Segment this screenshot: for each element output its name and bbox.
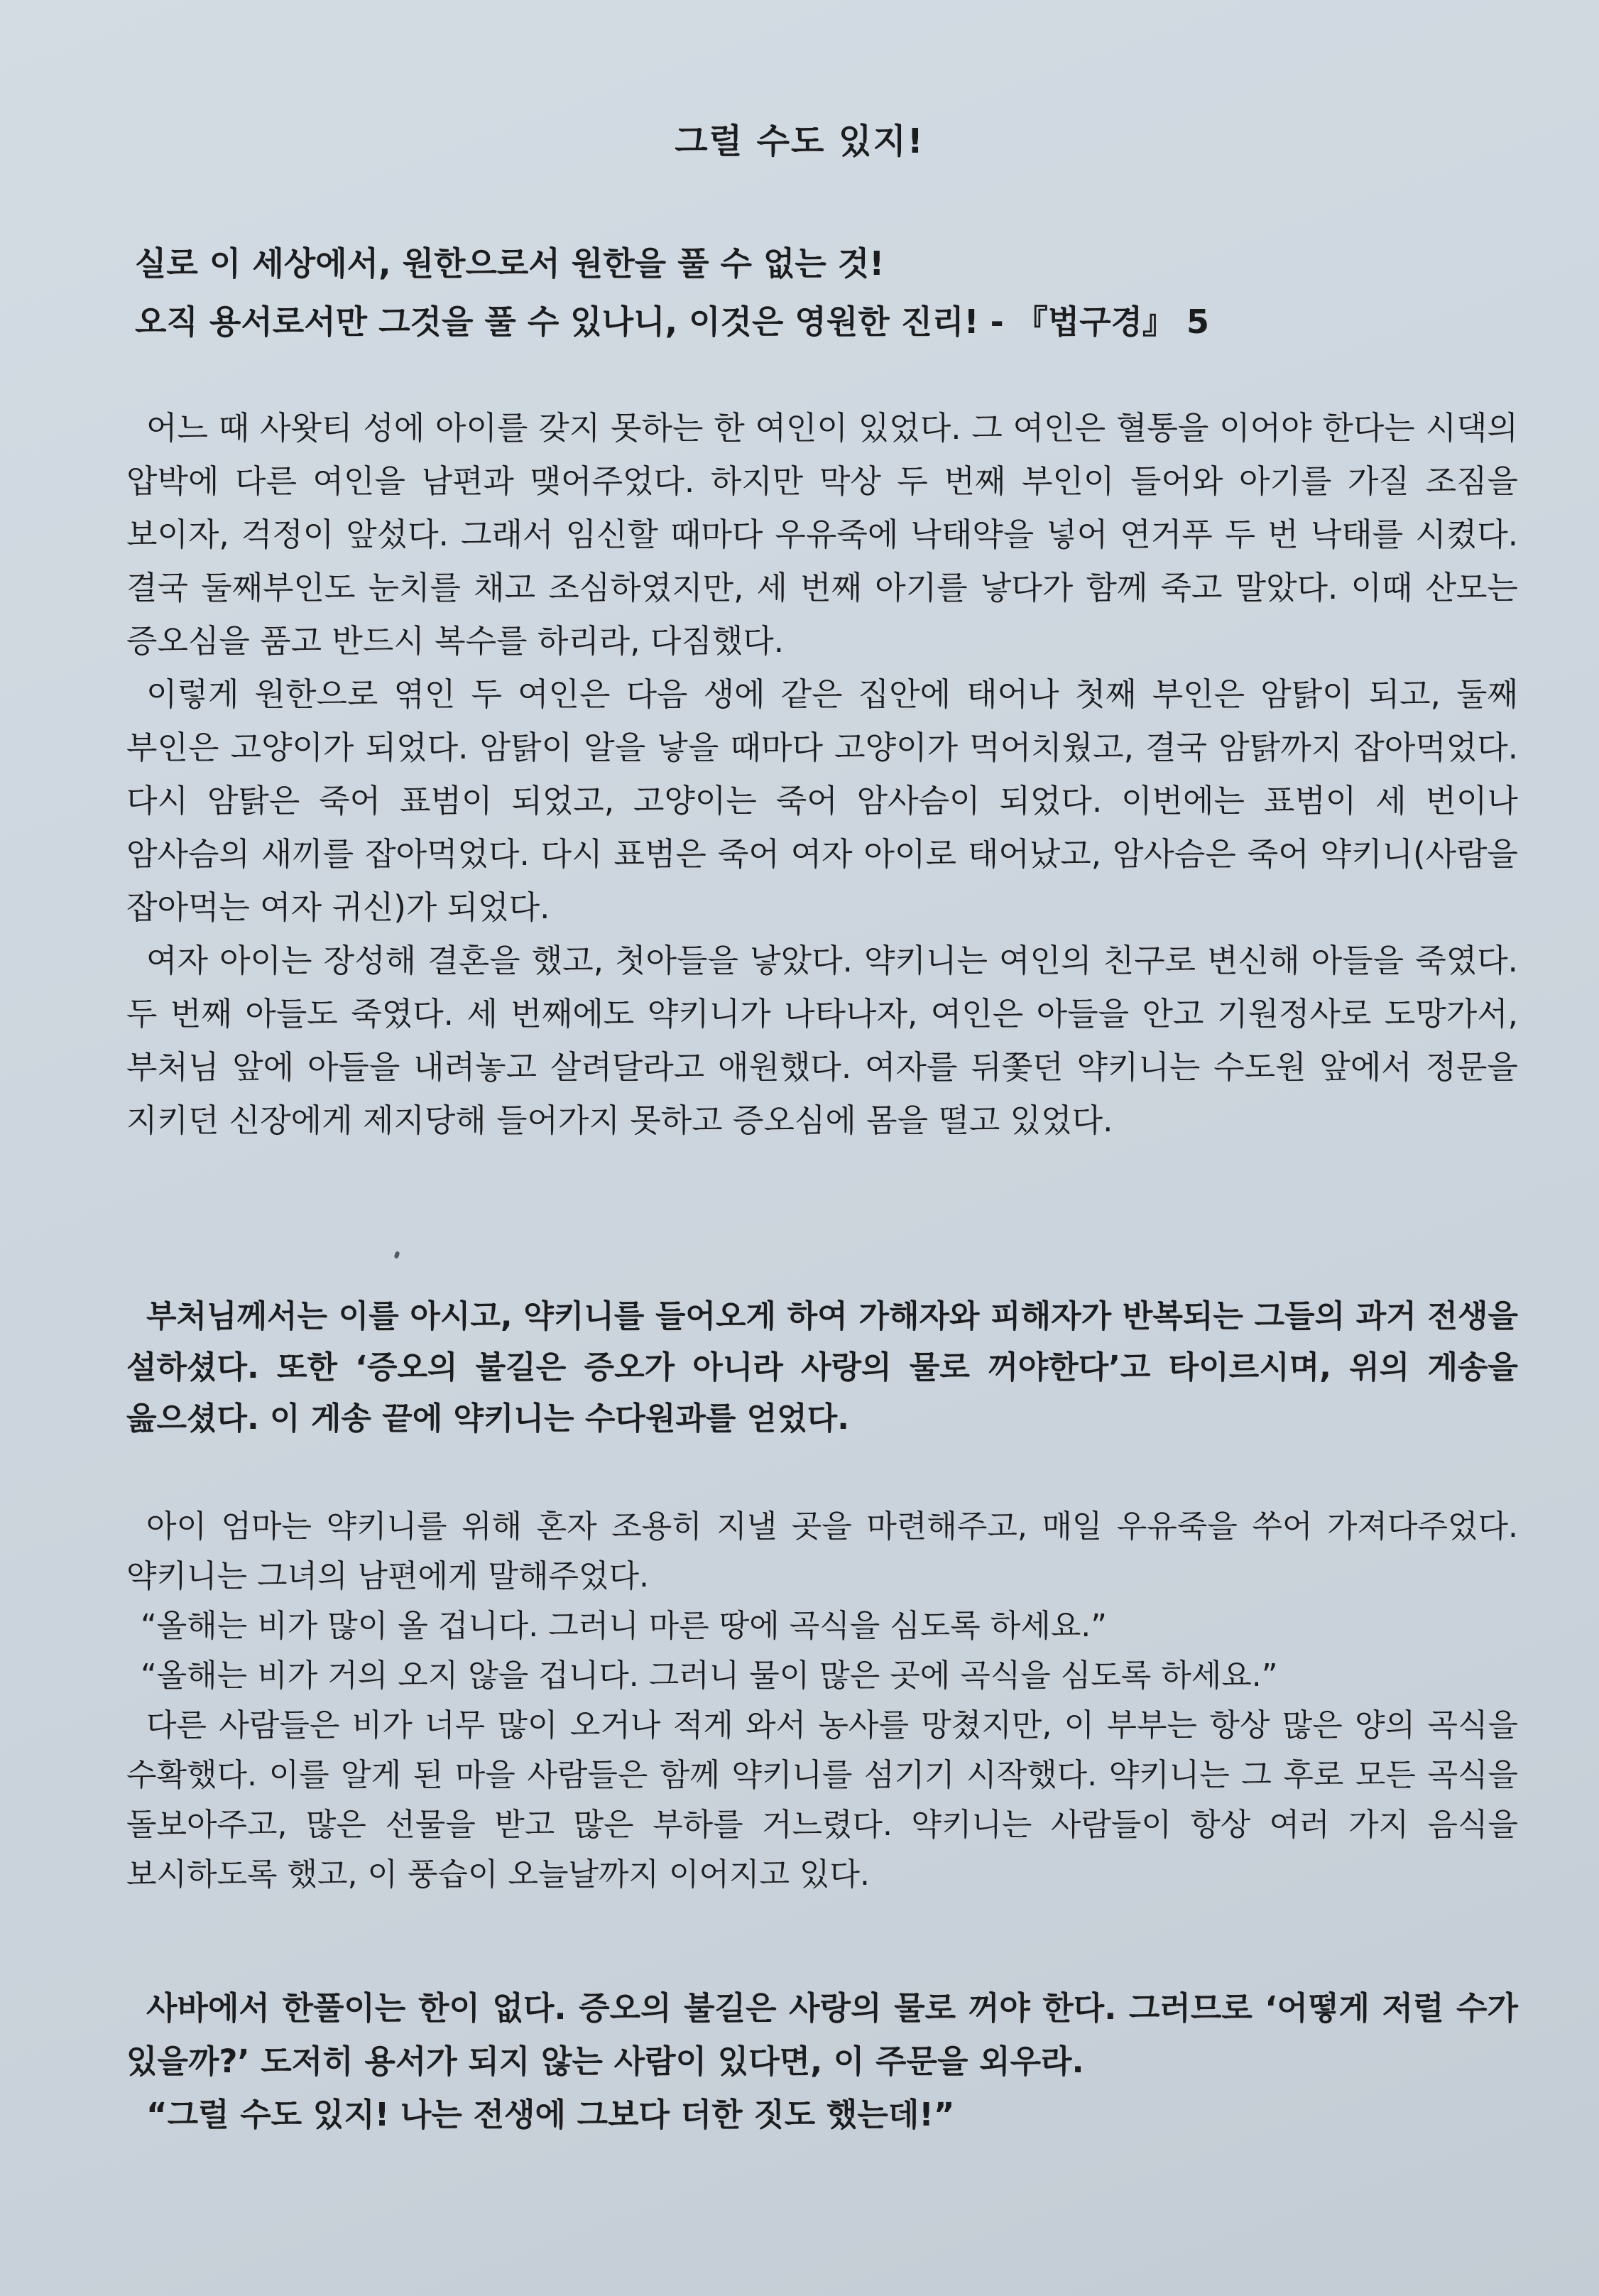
sermon-paragraph: 부처님께서는 이를 아시고, 약키니를 들어오게 하여 가해자와 피해자가 반복되는 그들의 과거 전생을 설하셨다. 또한 ‘증오의 불길은 증오가 아니라 사랑의 물로 꺼야한다’고 타이르시며, 위의 게송을 읊으셨다. 이 게송 끝에 약키니는 수다원과를 얻었다. (126, 1298, 1518, 1437)
sequel-section (126, 1502, 1518, 1900)
epigraph-line-1: 실로 이 세상에서, 원한으로서 원한을 풀 수 없는 것! (135, 244, 885, 283)
page-title: 그럴 수도 있지! (675, 121, 924, 161)
sequel-paragraph-2: 다른 사람들은 비가 너무 많이 오거나 적게 와서 농사를 망쳤지만, 이 부부는 항상 많은 양의 곡식을 수확했다. 이를 알게 된 마을 사람들은 함께 약키니를 섬기기 시작했다. 약키니는 그 후로 모든 곡식을 돌보아주고, 많은 선물을 받고 많은 부하를 거느렸다. 약키니는 사람들이 항상 여러 가지 음식을 보시하도록 했고, 이 풍습이 오늘날까지 이어지고 있다. (126, 1707, 1519, 1893)
ink-speck (393, 1251, 400, 1258)
epigraph-quote (135, 234, 1484, 351)
sequel-quote-2: “올해는 비가 거의 오지 않을 겁니다. 그러니 물이 많은 곳에 곡식을 심도록 하세요.” (141, 1658, 1278, 1694)
story-paragraph-2: 이렇게 원한으로 엮인 두 여인은 다음 생에 같은 집안에 태어나 첫째 부인은 암탉이 되고, 둘째 부인은 고양이가 되었다. 암탉이 알을 낳을 때마다 고양이가 먹어치웠고, 결국 암탉까지 잡아먹었다. 다시 암탉은 죽어 표범이 되었고, 고양이는 죽어 암사슴이 되었다. 이번에는 표범이 세 번이나 암사슴의 새끼를 잡아먹었다. 다시 표범은 죽어 여자 아이로 태어났고, 암사슴은 죽어 약키니(사람을 잡아먹는 여자 귀신)가 되었다. (126, 675, 1518, 926)
story-paragraph-3: 여자 아이는 장성해 결혼을 했고, 첫아들을 낳았다. 약키니는 여인의 친구로 변신해 아들을 죽였다. 두 번째 아들도 죽였다. 세 번째에도 약키니가 나타나자, 여인은 아들을 안고 기원정사로 도망가서, 부처님 앞에 아들을 내려놓고 살려달라고 애원했다. 여자를 뒤쫓던 약키니는 수도원 앞에서 정문을 지키던 신장에게 제지당해 들어가지 못하고 증오심에 몸을 떨고 있었다. (126, 942, 1518, 1139)
story-paragraph-1: 어느 때 사왓티 성에 아이를 갖지 못하는 한 여인이 있었다. 그 여인은 혈통을 이어야 한다는 시댁의 압박에 다른 여인을 남편과 맺어주었다. 하지만 막상 두 번째 부인이 들어와 아기를 가질 조짐을 보이자, 걱정이 앞섰다. 그래서 임신할 때마다 우유죽에 낙태약을 넣어 연거푸 두 번 낙태를 시켰다. 결국 둘째부인도 눈치를 채고 조심하였지만, 세 번째 아기를 낳다가 함께 죽고 말았다. 이때 산모는 증오심을 품고 반드시 복수를 하리라, 다짐했다. (126, 409, 1518, 660)
closing-section (126, 1981, 1518, 2141)
sequel-quote-1: “올해는 비가 많이 올 겁니다. 그러니 마른 땅에 곡식을 심도록 하세요.” (141, 1608, 1108, 1644)
closing-mantra: “그럴 수도 있지! 나는 전생에 그보다 더한 짓도 했는데!” (146, 2096, 955, 2133)
closing-paragraph: 사바에서 한풀이는 한이 없다. 증오의 불길은 사랑의 물로 꺼야 한다. 그러므로 ‘어떻게 저럴 수가 있을까?’ 도저히 용서가 되지 않는 사람이 있다면, 이 주문을 외우라. (126, 1989, 1518, 2080)
sequel-paragraph-1: 아이 엄마는 약키니를 위해 혼자 조용히 지낼 곳을 마련해주고, 매일 우유죽을 쑤어 가져다주었다. 약키니는 그녀의 남편에게 말해주었다. (126, 1508, 1518, 1594)
epigraph-line-2: 오직 용서로서만 그것을 풀 수 있나니, 이것은 영원한 진리! - 『법구경』 5 (135, 303, 1210, 341)
story-section (126, 401, 1518, 1147)
buddha-sermon-section (126, 1291, 1518, 1444)
